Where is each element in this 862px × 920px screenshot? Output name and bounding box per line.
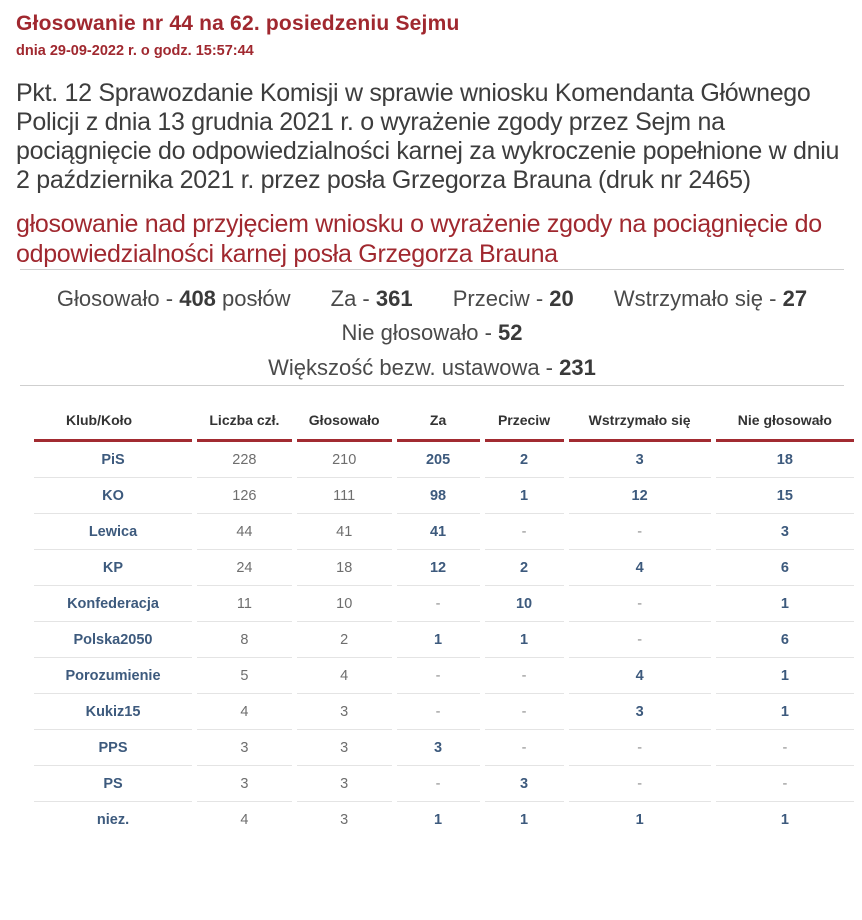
- nie-glosowalo-cell: [716, 442, 854, 477]
- wstrzymalo-cell: [569, 585, 711, 621]
- nie-glosowalo-cell-link[interactable]: 1: [780, 704, 789, 720]
- wstrzymalo-cell: [569, 513, 711, 549]
- summary-segment-value: 408: [179, 286, 216, 311]
- nie-glosowalo-cell: [716, 729, 854, 765]
- wstrzymalo-cell: [569, 549, 711, 585]
- club-link[interactable]: PS: [103, 776, 123, 792]
- przeciw-cell-link[interactable]: 2: [519, 560, 529, 576]
- club-cell: [34, 729, 192, 765]
- summary-segment-value: 27: [782, 286, 808, 311]
- za-cell-link[interactable]: 1: [434, 632, 443, 648]
- table-row: [34, 585, 854, 621]
- wstrzymalo-cell-link[interactable]: 12: [631, 488, 648, 504]
- nie-glosowalo-cell-link[interactable]: 1: [780, 668, 789, 684]
- table-row: [34, 693, 854, 729]
- table-row: [34, 657, 854, 693]
- przeciw-cell: [485, 477, 564, 513]
- przeciw-cell: [485, 729, 564, 765]
- przeciw-cell-link[interactable]: 3: [519, 776, 529, 792]
- majority-value: 231: [559, 355, 596, 380]
- za-cell: [397, 477, 480, 513]
- club-cell: [34, 621, 192, 657]
- wstrzymalo-cell: [569, 477, 711, 513]
- nie-glosowalo-cell: [716, 765, 854, 801]
- empty-value-dash: -: [637, 524, 643, 540]
- za-cell: [397, 585, 480, 621]
- empty-value-dash: -: [435, 596, 441, 612]
- results-table: [29, 398, 859, 837]
- empty-value-dash: -: [637, 776, 643, 792]
- empty-value-dash: -: [521, 704, 527, 720]
- club-cell: [34, 585, 192, 621]
- empty-value-dash: -: [435, 668, 441, 684]
- table-row: [34, 442, 854, 477]
- przeciw-cell-link[interactable]: 2: [519, 452, 529, 468]
- przeciw-cell: [485, 513, 564, 549]
- przeciw-cell: [485, 621, 564, 657]
- przeciw-cell-link[interactable]: 1: [519, 812, 529, 828]
- wstrzymalo-cell: [569, 765, 711, 801]
- empty-value-dash: -: [435, 776, 441, 792]
- table-row: [34, 477, 854, 513]
- wstrzymalo-cell-link[interactable]: 4: [635, 668, 644, 684]
- za-cell: [397, 442, 480, 477]
- club-cell: [34, 657, 192, 693]
- table-header-row: [34, 398, 854, 442]
- club-cell: [34, 513, 192, 549]
- empty-value-dash: -: [637, 632, 643, 648]
- za-cell: [397, 729, 480, 765]
- nie-glosowalo-cell: [716, 549, 854, 585]
- nie-glosowalo-cell-link[interactable]: 6: [780, 560, 789, 576]
- nie-glosowalo-cell: [716, 621, 854, 657]
- club-cell: [34, 477, 192, 513]
- nie-glosowalo-cell: [716, 693, 854, 729]
- table-row: [34, 729, 854, 765]
- column-header: Głosowało: [297, 398, 392, 442]
- przeciw-cell: [485, 549, 564, 585]
- club-link[interactable]: PPS: [98, 740, 128, 756]
- vote-summary: [32, 282, 832, 385]
- przeciw-cell: [485, 657, 564, 693]
- summary-segment-label: Za -: [330, 286, 376, 311]
- table-row: [34, 765, 854, 801]
- nie-glosowalo-cell: [716, 801, 854, 837]
- voted-cell: 3: [297, 765, 392, 801]
- vote-datetime: dnia 29-09-2022 r. o godz. 15:57:44: [16, 43, 254, 59]
- vote-subject: głosowanie nad przyjęciem wniosku o wyrażenie zgody na pociągnięcie do odpowiedzialności karnej posła Grzegorza Brauna: [16, 210, 822, 268]
- przeciw-cell: [485, 801, 564, 837]
- za-cell-link[interactable]: 1: [434, 812, 443, 828]
- column-header: Klub/Koło: [34, 398, 192, 442]
- summary-segment: [331, 286, 413, 311]
- summary-segment: [342, 320, 523, 345]
- voted-cell: 111: [297, 477, 392, 513]
- voted-cell: 4: [297, 657, 392, 693]
- members-cell: 24: [197, 549, 292, 585]
- summary-segment-label: Przeciw -: [452, 286, 550, 311]
- summary-segment-value: 361: [375, 286, 413, 311]
- column-header: Za: [397, 398, 480, 442]
- za-cell: [397, 801, 480, 837]
- club-link[interactable]: Polska2050: [73, 632, 153, 648]
- przeciw-cell: [485, 693, 564, 729]
- empty-value-dash: -: [521, 668, 527, 684]
- wstrzymalo-cell: [569, 442, 711, 477]
- wstrzymalo-cell: [569, 657, 711, 693]
- results-table-body: [34, 442, 854, 837]
- summary-segment-suffix: posłów: [215, 286, 291, 311]
- members-cell: 44: [197, 513, 292, 549]
- summary-totals: [32, 282, 832, 350]
- members-cell: 11: [197, 585, 292, 621]
- nie-glosowalo-cell-link[interactable]: 18: [776, 452, 793, 468]
- column-header: Nie głosowało: [716, 398, 854, 442]
- nie-glosowalo-cell: [716, 477, 854, 513]
- za-cell-link[interactable]: 98: [429, 488, 447, 504]
- table-row: [34, 621, 854, 657]
- empty-value-dash: -: [782, 776, 788, 792]
- wstrzymalo-cell-link[interactable]: 3: [635, 704, 644, 720]
- column-header: Liczba czł.: [197, 398, 292, 442]
- za-cell: [397, 621, 480, 657]
- summary-segment-label: Nie głosowało -: [341, 320, 499, 345]
- nie-glosowalo-cell-link[interactable]: 15: [776, 488, 793, 504]
- majority-line: [32, 351, 832, 385]
- wstrzymalo-cell-link[interactable]: 3: [635, 452, 644, 468]
- members-cell: 4: [197, 801, 292, 837]
- empty-value-dash: -: [521, 740, 527, 756]
- nie-glosowalo-cell: [716, 585, 854, 621]
- za-cell-link[interactable]: 205: [425, 452, 451, 468]
- summary-segment-value: 52: [498, 320, 523, 345]
- voted-cell: 3: [297, 801, 392, 837]
- za-cell: [397, 693, 480, 729]
- przeciw-cell-link[interactable]: 10: [515, 596, 533, 612]
- wstrzymalo-cell: [569, 729, 711, 765]
- przeciw-cell: [485, 765, 564, 801]
- nie-glosowalo-cell-link[interactable]: 6: [780, 632, 789, 648]
- club-link[interactable]: Lewica: [88, 524, 138, 540]
- voted-cell: 2: [297, 621, 392, 657]
- table-row: [34, 513, 854, 549]
- summary-segment: [453, 286, 574, 311]
- summary-segment: [614, 286, 807, 311]
- przeciw-cell-link[interactable]: 1: [519, 632, 529, 648]
- members-cell: 3: [197, 729, 292, 765]
- empty-value-dash: -: [435, 704, 441, 720]
- members-cell: 3: [197, 765, 292, 801]
- members-cell: 4: [197, 693, 292, 729]
- summary-segment-label: Wstrzymało się -: [613, 286, 783, 311]
- club-cell: [34, 765, 192, 801]
- separator-top: [20, 269, 844, 270]
- summary-segment-label: Głosowało -: [56, 286, 180, 311]
- za-cell: [397, 513, 480, 549]
- club-cell: [34, 693, 192, 729]
- club-cell: [34, 801, 192, 837]
- nie-glosowalo-cell-link[interactable]: 1: [780, 812, 789, 828]
- members-cell: 126: [197, 477, 292, 513]
- table-row: [34, 801, 854, 837]
- column-header: Wstrzymało się: [569, 398, 711, 442]
- za-cell-link[interactable]: 12: [429, 560, 447, 576]
- nie-glosowalo-cell-link[interactable]: 1: [780, 596, 789, 612]
- club-link[interactable]: PiS: [101, 452, 125, 468]
- za-cell-link[interactable]: 41: [429, 524, 447, 540]
- page-title: Głosowanie nr 44 na 62. posiedzeniu Sejmu: [16, 12, 460, 35]
- voted-cell: 18: [297, 549, 392, 585]
- za-cell-link[interactable]: 3: [434, 740, 443, 756]
- przeciw-cell: [485, 442, 564, 477]
- za-cell: [397, 657, 480, 693]
- column-header: Przeciw: [485, 398, 564, 442]
- nie-glosowalo-cell: [716, 657, 854, 693]
- nie-glosowalo-cell-link[interactable]: 3: [780, 524, 789, 540]
- club-link[interactable]: Konfederacja: [67, 596, 159, 612]
- wstrzymalo-cell: [569, 693, 711, 729]
- club-link[interactable]: Kukiz15: [85, 704, 141, 720]
- summary-segment: [57, 286, 291, 311]
- majority-segment: [268, 355, 596, 380]
- club-cell: [34, 549, 192, 585]
- members-cell: 5: [197, 657, 292, 693]
- members-cell: 8: [197, 621, 292, 657]
- club-link[interactable]: Porozumienie: [65, 668, 161, 684]
- agenda-item-description: Pkt. 12 Sprawozdanie Komisji w sprawie wniosku Komendanta Głównego Policji z dnia 13 grudnia 2021 r. o wyrażenie zgody przez Sejm na pociągnięcie do odpowiedzialności karnej za wykroczenie popełnione w dniu 2 października 2021 r. przez posła Grzegorza Brauna (druk nr 2465): [16, 79, 840, 194]
- wstrzymalo-cell-link[interactable]: 1: [635, 812, 644, 828]
- club-link[interactable]: KP: [102, 560, 124, 576]
- voted-cell: 3: [297, 729, 392, 765]
- empty-value-dash: -: [782, 740, 788, 756]
- wstrzymalo-cell: [569, 801, 711, 837]
- club-cell: [34, 442, 192, 477]
- empty-value-dash: -: [521, 524, 527, 540]
- za-cell: [397, 765, 480, 801]
- club-link[interactable]: KO: [102, 488, 124, 504]
- przeciw-cell: [485, 585, 564, 621]
- table-row: [34, 549, 854, 585]
- za-cell: [397, 549, 480, 585]
- przeciw-cell-link[interactable]: 1: [519, 488, 529, 504]
- voted-cell: 10: [297, 585, 392, 621]
- majority-label: Większość bezw. ustawowa -: [268, 355, 554, 380]
- nie-glosowalo-cell: [716, 513, 854, 549]
- voted-cell: 210: [332, 452, 357, 468]
- wstrzymalo-cell-link[interactable]: 4: [635, 560, 644, 576]
- voted-cell: 3: [297, 693, 392, 729]
- empty-value-dash: -: [637, 596, 643, 612]
- voted-cell: 41: [297, 513, 392, 549]
- members-cell: 228: [232, 452, 257, 468]
- summary-segment-value: 20: [549, 286, 574, 311]
- empty-value-dash: -: [637, 740, 643, 756]
- wstrzymalo-cell: [569, 621, 711, 657]
- club-link[interactable]: niez.: [96, 812, 130, 828]
- separator-bottom: [20, 385, 844, 386]
